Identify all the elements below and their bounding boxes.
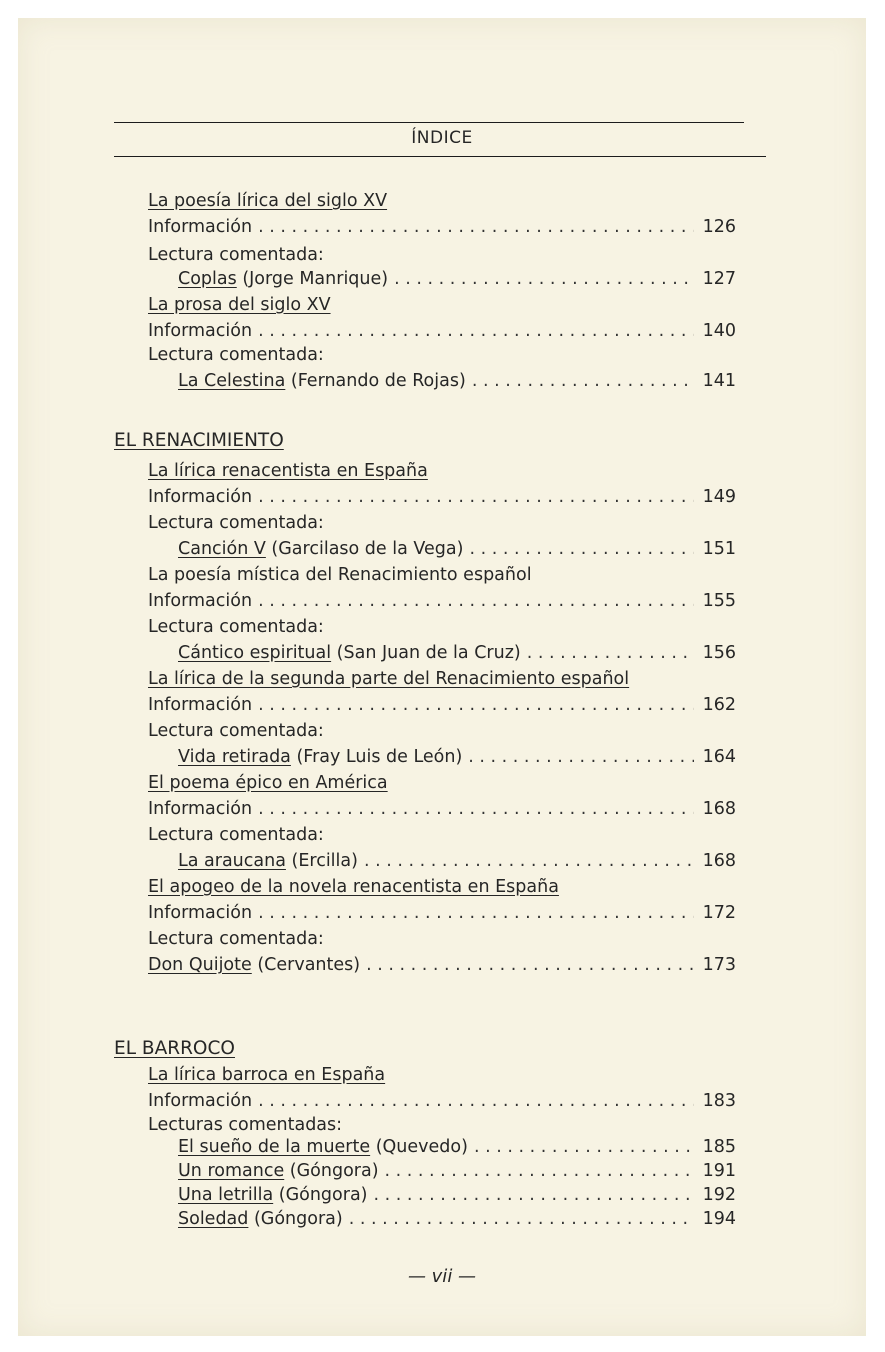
page-number: 141 [702, 371, 736, 391]
page-number: 168 [702, 799, 736, 819]
page-number: 172 [702, 903, 736, 923]
subsection-heading: La poesía mística del Renacimiento español [148, 565, 532, 585]
dot-leader [385, 1160, 694, 1182]
work-title: Canción V [178, 539, 266, 559]
header-top-rule [114, 122, 744, 123]
dot-leader [374, 1184, 695, 1206]
subsection-heading: El apogeo de la novela renacentista en España [148, 877, 559, 897]
work-title: Cántico espiritual [178, 643, 332, 663]
dot-leader [258, 694, 694, 716]
toc-entry [178, 1160, 736, 1182]
toc-entry [178, 746, 736, 768]
section-title-renacimiento: EL RENACIMIENTO [114, 430, 284, 451]
toc-entry [148, 694, 736, 716]
section-title-barroco: EL BARROCO [114, 1038, 235, 1059]
subsection-heading: El poema épico en América [148, 773, 388, 793]
work-author: (San Juan de la Cruz) [331, 643, 521, 663]
dot-leader [258, 320, 694, 342]
work-author: (Góngora) [248, 1209, 343, 1229]
dot-leader [394, 268, 694, 290]
entry-label: Información [148, 217, 253, 237]
dot-leader [258, 902, 694, 924]
page-number: 192 [702, 1185, 736, 1205]
page-number: 194 [702, 1209, 736, 1229]
dot-leader [349, 1208, 694, 1230]
dot-leader [258, 798, 694, 820]
dot-leader [258, 486, 694, 508]
work-author: (Fray Luis de León) [290, 747, 463, 767]
toc-entry [178, 1136, 736, 1158]
work-title: El sueño de la muerte [178, 1137, 371, 1157]
reading-label: Lectura comentada: [148, 721, 324, 741]
work-author: (Cervantes) [251, 955, 361, 975]
reading-label: Lectura comentada: [148, 245, 324, 265]
subsection-heading: La lírica de la segunda parte del Renacimiento español [148, 669, 630, 689]
page-number-footer: — vii — [407, 1266, 477, 1287]
entry-label: Información [148, 321, 253, 341]
subsection-heading: La prosa del siglo XV [148, 295, 331, 315]
entry-label: Información [148, 799, 253, 819]
entry-label: Información [148, 591, 253, 611]
page-number: 155 [702, 591, 736, 611]
toc-entry [148, 216, 736, 238]
work-title: Un romance [178, 1161, 285, 1181]
dot-leader [366, 954, 694, 976]
page-number: 126 [702, 217, 736, 237]
toc-entry [148, 320, 736, 342]
dot-leader [364, 850, 694, 872]
page-number: 183 [702, 1091, 736, 1111]
dot-leader [258, 216, 694, 238]
work-author: (Garcilaso de la Vega) [265, 539, 464, 559]
toc-entry [178, 1208, 736, 1230]
page-number: 127 [702, 269, 736, 289]
dot-leader [469, 538, 694, 560]
page-number: 185 [702, 1137, 736, 1157]
toc-entry [178, 642, 736, 664]
work-author: (Góngora) [273, 1185, 368, 1205]
reading-label: Lectura comentada: [148, 617, 324, 637]
work-author: (Quevedo) [370, 1137, 468, 1157]
work-title: Una letrilla [178, 1185, 274, 1205]
dot-leader [258, 590, 694, 612]
reading-label: Lecturas comentadas: [148, 1115, 343, 1135]
entry-label: Información [148, 903, 253, 923]
reading-label: Lectura comentada: [148, 825, 324, 845]
entry-label: Información [148, 487, 253, 507]
page-number: 162 [702, 695, 736, 715]
page-number: 168 [702, 851, 736, 871]
page-number: 173 [702, 955, 736, 975]
subsection-heading: La lírica barroca en España [148, 1065, 386, 1085]
page-number: 151 [702, 539, 736, 559]
reading-label: Lectura comentada: [148, 345, 324, 365]
dot-leader [468, 746, 694, 768]
toc-entry [178, 538, 736, 560]
dot-leader [472, 370, 694, 392]
dot-leader [527, 642, 694, 664]
toc-entry [148, 798, 736, 820]
entry-label: Información [148, 695, 253, 715]
entry-label: Información [148, 1091, 253, 1111]
toc-entry [148, 902, 736, 924]
page-number: 191 [702, 1161, 736, 1181]
work-author: (Ercilla) [285, 851, 358, 871]
toc-entry [178, 850, 736, 872]
toc-entry [178, 268, 736, 290]
toc-entry [148, 486, 736, 508]
dot-leader [474, 1136, 694, 1158]
toc-entry [148, 590, 736, 612]
toc-entry [148, 1090, 736, 1112]
work-title: Vida retirada [178, 747, 291, 767]
page-number: 140 [702, 321, 736, 341]
page-number: 164 [702, 747, 736, 767]
subsection-heading: La lírica renacentista en España [148, 461, 428, 481]
work-title: Don Quijote [148, 955, 252, 975]
book-page [18, 18, 866, 1336]
toc-entry [178, 370, 736, 392]
work-author: (Jorge Manrique) [236, 269, 389, 289]
reading-label: Lectura comentada: [148, 929, 324, 949]
work-title: La araucana [178, 851, 286, 871]
toc-entry [148, 954, 736, 976]
work-author: (Fernando de Rojas) [285, 371, 466, 391]
dot-leader [258, 1090, 694, 1112]
page-number: 156 [702, 643, 736, 663]
work-title: Coplas [178, 269, 237, 289]
subsection-heading: La poesía lírica del siglo XV [148, 191, 388, 211]
work-title: Soledad [178, 1209, 249, 1229]
work-author: (Góngora) [284, 1161, 379, 1181]
toc-entry [178, 1184, 736, 1206]
header-bottom-rule [114, 156, 766, 157]
reading-label: Lectura comentada: [148, 513, 324, 533]
work-title: La Celestina [178, 371, 286, 391]
page-title: ÍNDICE [411, 128, 473, 148]
page-number: 149 [702, 487, 736, 507]
